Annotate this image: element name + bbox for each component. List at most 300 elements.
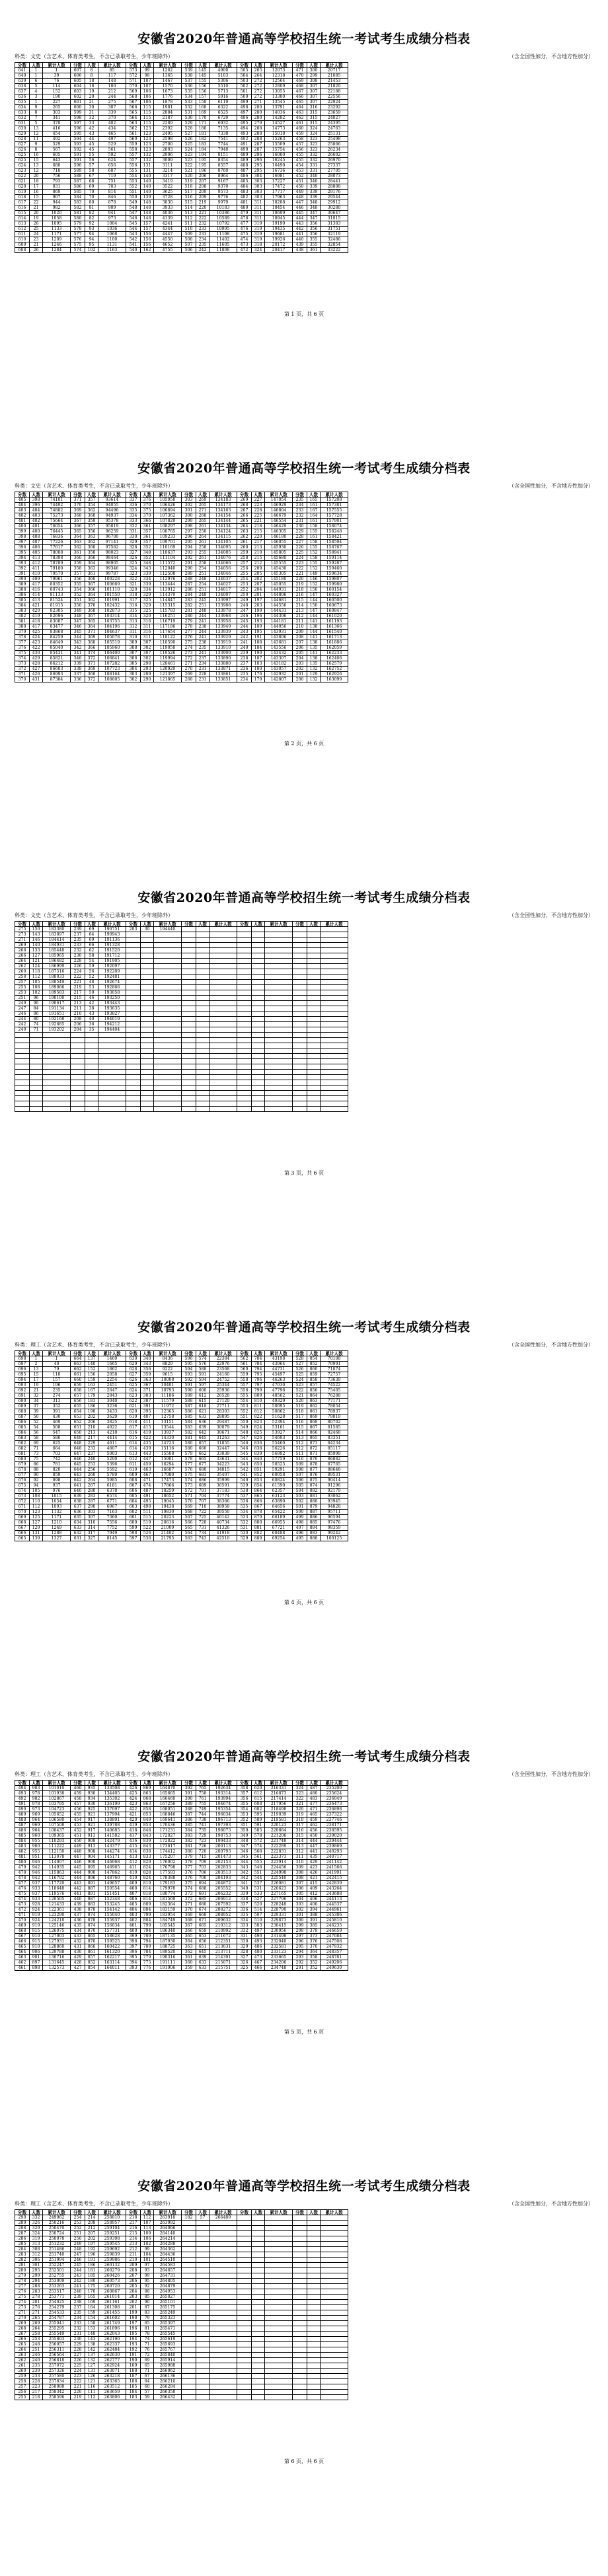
table-cell: 315	[307, 121, 321, 126]
table-cell	[265, 1086, 293, 1091]
table-cell	[321, 2358, 348, 2363]
table-cell: 357	[85, 497, 98, 503]
table-cell: 161	[307, 503, 321, 508]
table-cell	[154, 975, 182, 980]
table-cell: 90414	[321, 1478, 348, 1483]
table-cell	[196, 932, 209, 938]
column-header: 人数	[307, 2210, 321, 2215]
table-cell: 523	[182, 158, 196, 163]
table-cell: 464	[15, 1950, 30, 1955]
table-cell: 273	[15, 2305, 30, 2310]
table-cell: 79	[43, 1367, 71, 1372]
table-cell	[321, 985, 348, 990]
table-row	[15, 1372, 348, 1378]
table-cell	[321, 2263, 348, 2268]
table-cell: 223914	[265, 1860, 293, 1865]
table-cell: 836	[252, 1441, 265, 1446]
table-cell: 265767	[154, 2347, 182, 2353]
table-cell: 155040	[98, 1913, 126, 1918]
table-cell: 541	[126, 242, 141, 248]
table-cell: 670	[15, 1510, 30, 1515]
table-cell: 448	[71, 1849, 85, 1855]
table-cell	[43, 1101, 71, 1107]
table-cell: 504	[237, 73, 252, 79]
table-cell	[71, 1101, 85, 1107]
table-cell: 242	[15, 1022, 30, 1027]
table-cell: 12	[30, 131, 43, 137]
column-header: 累计人数	[43, 63, 71, 68]
table-cell	[237, 1070, 252, 1075]
table-cell: 111104	[154, 556, 182, 561]
table-cell: 323	[307, 137, 321, 142]
table-cell: 219	[71, 2395, 85, 2400]
column-header: 分数	[71, 1351, 85, 1356]
table-cell: 123290	[43, 1913, 71, 1918]
table-cell: 74882	[43, 508, 71, 513]
table-cell: 183	[252, 661, 265, 667]
table-row	[15, 2353, 348, 2358]
table-cell: 74492	[43, 503, 71, 508]
table-cell	[182, 2363, 196, 2369]
table-cell: 161713	[321, 635, 348, 640]
table-cell: 341	[237, 1881, 252, 1886]
table-row	[15, 2263, 348, 2268]
table-cell	[321, 969, 348, 975]
table-cell: 555	[237, 1393, 252, 1399]
table-cell: 114379	[154, 593, 182, 598]
column-header: 分数	[293, 1781, 307, 1786]
table-row	[15, 508, 348, 513]
table-cell: 157208	[321, 497, 348, 503]
table-cell	[307, 1001, 321, 1006]
table-cell: 359	[85, 519, 98, 524]
table-cell	[126, 1049, 141, 1054]
table-cell: 274	[15, 2300, 30, 2305]
table-cell: 627	[126, 1372, 141, 1378]
table-cell: 973	[98, 216, 126, 221]
table-row	[15, 614, 348, 619]
table-cell: 171	[196, 121, 209, 126]
table-cell: 396	[30, 503, 43, 508]
table-cell: 282	[182, 603, 196, 608]
table-cell: 249206	[321, 1960, 348, 1966]
table-cell: 258	[196, 561, 209, 566]
table-cell: 145055	[265, 582, 293, 587]
table-cell	[321, 2379, 348, 2384]
table-cell: 243	[71, 2273, 85, 2279]
table-cell: 249	[15, 1001, 30, 1006]
table-cell	[252, 932, 265, 938]
table-cell: 71	[30, 1446, 43, 1452]
table-cell: 37183	[209, 1489, 237, 1494]
column-header: 分数	[126, 63, 141, 68]
table-cell	[293, 2358, 307, 2363]
table-cell: 52	[30, 1420, 43, 1425]
table-cell: 193	[126, 2342, 141, 2347]
table-cell: 319	[252, 237, 265, 242]
table-cell: 242	[71, 2279, 85, 2284]
table-cell: 312	[293, 1849, 307, 1855]
table-row	[15, 1939, 348, 1944]
table-cell: 568	[126, 94, 141, 100]
table-cell: 260279	[98, 2268, 126, 2273]
table-cell: 619	[126, 1415, 141, 1420]
category-label: 科类：文史（含艺术、体育类考生，不含已录取考生，少年班除外）	[15, 483, 173, 489]
table-cell: 358	[71, 566, 85, 571]
table-cell: 212	[293, 614, 307, 619]
table-cell: 487	[237, 168, 252, 174]
table-cell	[209, 1101, 237, 1107]
table-cell: 552	[237, 1409, 252, 1415]
table-cell: 7744	[209, 142, 237, 147]
table-cell: 200113	[209, 1844, 237, 1849]
table-cell: 361	[71, 550, 85, 556]
table-cell: 862	[307, 1404, 321, 1409]
table-cell: 784	[252, 1356, 265, 1362]
table-cell	[252, 996, 265, 1001]
table-cell: 118648	[43, 1886, 71, 1892]
table-cell: 735	[196, 1828, 209, 1833]
table-cell: 115315	[154, 603, 182, 608]
table-cell	[321, 975, 348, 980]
table-cell: 340	[141, 1356, 154, 1362]
table-cell	[209, 2316, 237, 2321]
table-cell: 969	[30, 1823, 43, 1828]
table-cell: 249962	[43, 2215, 71, 2221]
table-cell: 465	[293, 100, 307, 105]
table-cell: 58	[30, 1436, 43, 1441]
table-cell: 146	[30, 938, 43, 943]
table-cell	[154, 1086, 182, 1091]
table-cell: 415	[307, 1881, 321, 1886]
table-cell	[237, 2263, 252, 2268]
table-cell: 660	[71, 1378, 85, 1383]
table-cell: 134173	[209, 503, 237, 508]
table-cell: 898	[43, 1478, 71, 1483]
table-cell	[209, 2363, 237, 2369]
table-cell: 148	[141, 200, 154, 205]
table-cell: 357	[141, 540, 154, 545]
table-cell	[265, 975, 293, 980]
table-cell	[321, 1080, 348, 1086]
table-cell: 271	[182, 661, 196, 667]
table-cell: 743	[196, 1536, 209, 1541]
table-cell: 371	[85, 661, 98, 667]
table-row	[15, 1839, 348, 1844]
table-cell	[293, 2321, 307, 2326]
table-cell	[85, 1086, 98, 1091]
table-cell: 354	[85, 503, 98, 508]
table-cell: 45	[85, 142, 98, 147]
table-cell	[209, 1033, 237, 1038]
table-cell: 434	[98, 126, 126, 131]
column-header: 人数	[85, 63, 98, 68]
table-cell	[265, 1075, 293, 1080]
table-cell	[15, 1086, 30, 1091]
table-cell	[196, 1001, 209, 1006]
table-cell: 215751	[209, 1966, 237, 1971]
table-cell: 164011	[98, 1966, 126, 1971]
table-cell: 290	[85, 1504, 98, 1510]
table-cell: 427	[71, 1966, 85, 1971]
table-cell: 500	[293, 1510, 307, 1515]
table-cell	[307, 1049, 321, 1054]
table-cell: 204	[293, 656, 307, 661]
table-cell: 228	[30, 2379, 43, 2384]
table-cell: 210992	[209, 1929, 237, 1934]
table-cell: 697	[15, 1362, 30, 1367]
table-cell: 255	[15, 985, 30, 990]
table-cell: 840	[252, 1457, 265, 1462]
table-cell: 143556	[265, 645, 293, 651]
table-cell: 246659	[321, 1929, 348, 1934]
table-cell: 196034	[209, 1812, 237, 1818]
table-cell: 569	[126, 89, 141, 94]
table-cell: 264583	[154, 2263, 182, 2268]
table-cell: 256057	[43, 2342, 71, 2347]
table-cell	[237, 2369, 252, 2374]
table-cell: 250978	[43, 2236, 71, 2242]
table-cell: 82	[85, 216, 98, 221]
table-cell: 229	[293, 529, 307, 534]
table-cell: 7338	[209, 131, 237, 137]
table-cell: 399	[15, 529, 30, 534]
table-cell: 208	[293, 635, 307, 640]
table-cell: 144306	[265, 614, 293, 619]
table-cell: 157731	[98, 1929, 126, 1934]
table-cell: 259	[15, 2374, 30, 2379]
table-cell: 179978	[154, 1886, 182, 1892]
table-cell: 430	[30, 651, 43, 656]
column-header: 分数	[237, 1781, 252, 1786]
table-cell: 91296	[321, 1483, 348, 1489]
table-cell	[126, 1096, 141, 1101]
table-cell	[98, 1101, 126, 1107]
table-cell: 551	[126, 190, 141, 195]
table-cell: 188	[126, 2369, 141, 2374]
table-cell: 612	[15, 227, 30, 232]
table-row	[15, 1033, 348, 1038]
table-cell	[182, 1033, 196, 1038]
table-cell: 394	[15, 556, 30, 561]
table-cell: 392	[15, 566, 30, 571]
table-cell: 21402	[154, 1531, 182, 1536]
table-cell: 446	[71, 1860, 85, 1865]
table-cell	[126, 943, 141, 948]
table-cell: 134085	[209, 550, 237, 556]
table-cell: 260720	[98, 2284, 126, 2289]
page-title: 安徽省2020年普通高等学校招生统一考试考生成绩分档表	[137, 461, 471, 476]
table-cell: 946	[30, 1860, 43, 1865]
table-cell: 134144	[209, 519, 237, 524]
table-cell: 136199	[98, 1802, 126, 1807]
table-cell: 184749	[154, 1918, 182, 1923]
table-cell: 147054	[265, 497, 293, 503]
table-cell	[196, 990, 209, 996]
table-cell: 261	[237, 540, 252, 545]
table-cell	[182, 1043, 196, 1049]
table-cell: 317	[85, 1531, 98, 1536]
table-cell	[252, 953, 265, 959]
table-cell: 513	[182, 211, 196, 216]
column-header: 人数	[30, 2210, 43, 2215]
table-cell	[321, 1075, 348, 1080]
table-cell: 471	[293, 68, 307, 73]
table-cell	[252, 2247, 265, 2252]
table-row	[15, 1378, 348, 1383]
table-cell: 655	[71, 1404, 85, 1409]
table-cell: 161020	[321, 614, 348, 619]
table-cell: 324	[307, 131, 321, 137]
table-cell: 10386	[209, 211, 237, 216]
table-cell: 858	[307, 1378, 321, 1383]
table-cell: 367	[71, 519, 85, 524]
table-cell: 375	[182, 1881, 196, 1886]
column-header: 人数	[252, 1351, 265, 1356]
table-row	[15, 2215, 348, 2221]
column-header: 人数	[252, 1781, 265, 1786]
table-cell: 212351	[209, 1939, 237, 1944]
table-cell: 254025	[43, 2300, 71, 2305]
table-cell	[252, 1059, 265, 1064]
table-cell: 2254	[98, 1378, 126, 1383]
table-cell: 367	[85, 582, 98, 587]
table-cell	[265, 1038, 293, 1043]
table-cell: 126	[85, 2374, 98, 2379]
table-cell: 86212	[43, 661, 71, 667]
table-cell: 605	[71, 79, 85, 84]
table-cell: 304	[126, 667, 141, 672]
table-cell	[98, 1080, 126, 1086]
table-cell	[265, 1070, 293, 1075]
table-cell	[321, 2300, 348, 2305]
table-cell: 576	[71, 237, 85, 242]
table-cell: 114007	[43, 1860, 71, 1865]
table-cell: 707	[196, 1499, 209, 1504]
table-cell: 272	[252, 89, 265, 94]
table-cell: 347	[307, 211, 321, 216]
table-cell: 158767	[321, 545, 348, 550]
table-cell: 121865	[154, 677, 182, 682]
table-cell: 81	[141, 2326, 154, 2332]
table-cell: 74	[30, 1022, 43, 1027]
table-cell	[182, 2395, 196, 2400]
table-cell	[30, 1070, 43, 1075]
table-cell	[293, 2363, 307, 2369]
table-cell: 159	[85, 1378, 98, 1383]
table-cell: 28441	[321, 179, 348, 184]
table-cell: 219039	[265, 1812, 293, 1818]
table-cell: 10401	[154, 1383, 182, 1388]
table-cell: 3111	[154, 163, 182, 168]
table-cell: 451	[71, 1833, 85, 1839]
table-cell	[182, 948, 196, 953]
table-cell: 92	[141, 2284, 154, 2289]
table-cell	[182, 2384, 196, 2390]
table-cell: 271	[15, 938, 30, 943]
table-cell: 364	[85, 593, 98, 598]
table-cell: 74	[141, 2337, 154, 2342]
table-cell: 102	[141, 2242, 154, 2247]
table-cell: 134163	[209, 508, 237, 513]
table-cell: 216	[126, 2226, 141, 2231]
table-cell: 536	[182, 84, 196, 89]
table-cell: 239	[71, 927, 85, 932]
table-cell: 964	[30, 1818, 43, 1823]
table-row	[15, 2326, 348, 2332]
table-cell: 195354	[209, 1807, 237, 1812]
column-header: 人数	[141, 1351, 154, 1356]
table-cell: 584	[182, 1420, 196, 1425]
table-cell: 430	[43, 1415, 71, 1420]
table-cell: 220	[252, 534, 265, 540]
table-cell: 565	[126, 110, 141, 116]
table-cell: 570	[126, 84, 141, 89]
table-cell: 188	[252, 640, 265, 645]
table-cell: 152	[307, 582, 321, 587]
table-cell	[265, 2310, 293, 2316]
table-cell	[196, 1064, 209, 1070]
table-cell: 430	[71, 1950, 85, 1955]
score-table	[15, 492, 348, 682]
table-cell: 281	[30, 2300, 43, 2305]
table-cell: 236049	[321, 1796, 348, 1802]
table-cell: 206	[293, 645, 307, 651]
table-cell: 368	[85, 640, 98, 645]
table-cell: 224	[71, 2369, 85, 2374]
table-cell: 873	[307, 1441, 321, 1446]
table-cell: 937	[30, 1881, 43, 1886]
table-cell	[141, 1017, 154, 1022]
table-cell: 222	[71, 2379, 85, 2384]
table-cell: 2058	[98, 1372, 126, 1378]
table-cell: 207	[196, 179, 209, 184]
table-cell: 913	[85, 1844, 98, 1849]
table-row	[15, 2295, 348, 2300]
table-cell: 38	[85, 1006, 98, 1012]
table-cell: 233	[30, 2374, 43, 2379]
table-cell: 5592	[98, 1467, 126, 1473]
table-cell: 412	[307, 1892, 321, 1897]
table-cell: 265988	[154, 2363, 182, 2369]
table-cell: 17	[30, 1378, 43, 1383]
table-cell: 393	[126, 1966, 141, 1971]
table-cell: 266210	[154, 2379, 182, 2384]
table-cell: 543	[126, 232, 141, 237]
table-cell	[293, 2300, 307, 2305]
table-cell	[252, 1027, 265, 1033]
table-cell	[321, 2305, 348, 2310]
table-cell: 235	[196, 242, 209, 248]
table-cell: 474	[141, 1483, 154, 1489]
table-cell: 10008	[154, 1378, 182, 1383]
table-cell: 572	[252, 1839, 265, 1844]
table-cell	[237, 2289, 252, 2295]
table-cell: 26602	[321, 153, 348, 158]
table-cell: 610	[126, 1467, 141, 1473]
table-cell: 339	[307, 195, 321, 200]
table-cell	[196, 969, 209, 975]
table-cell: 12073	[265, 68, 293, 73]
table-cell: 29176	[321, 190, 348, 195]
table-cell: 17473	[154, 1478, 182, 1483]
table-cell	[265, 1091, 293, 1096]
table-cell: 853	[141, 1812, 154, 1818]
table-cell: 657	[196, 1441, 209, 1446]
table-cell: 213711	[209, 1950, 237, 1955]
table-cell: 599	[71, 110, 85, 116]
table-cell: 57759	[265, 1457, 293, 1462]
